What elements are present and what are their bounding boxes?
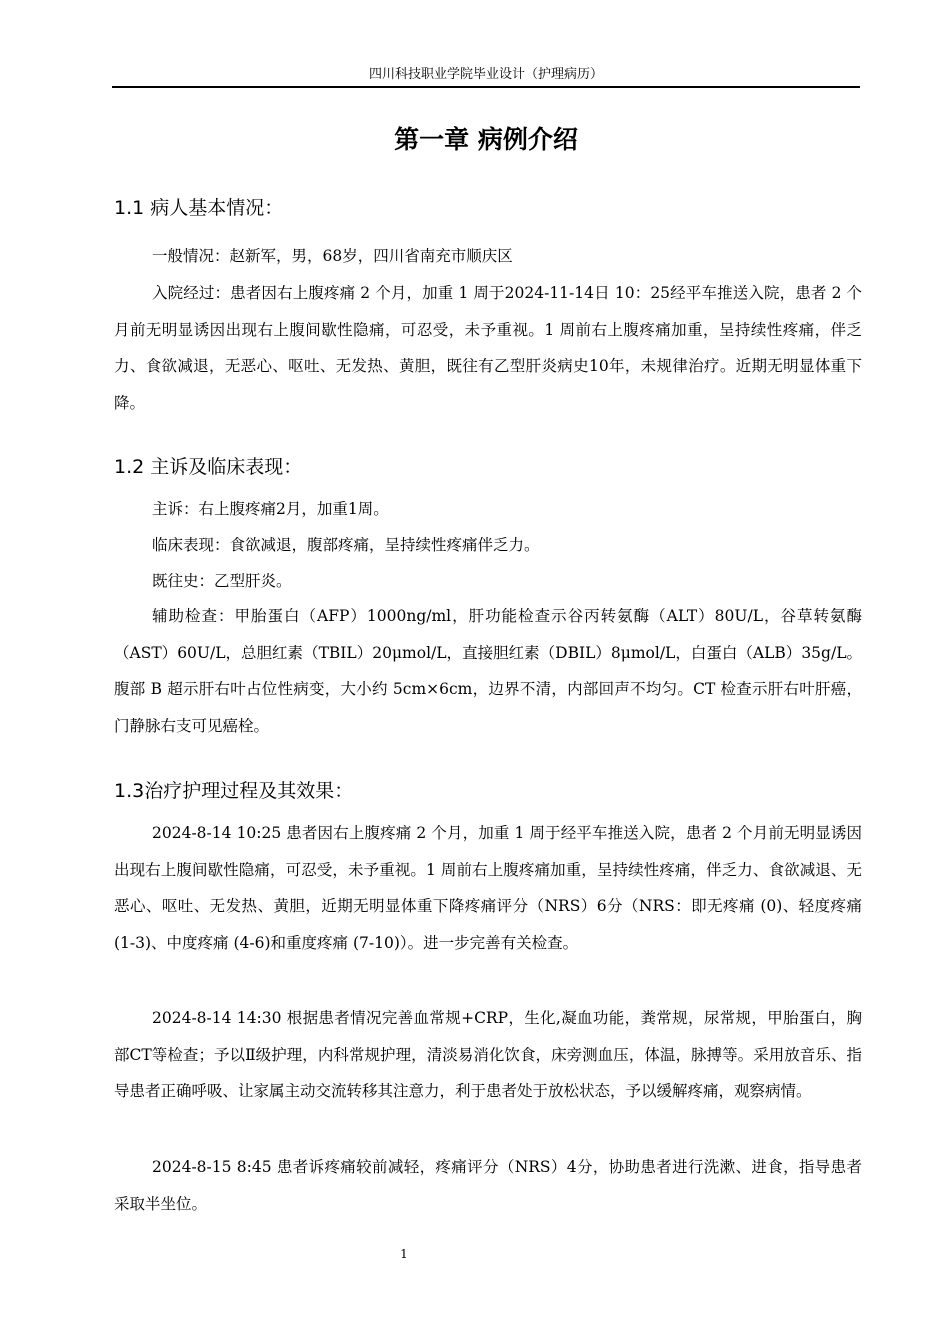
page-number: 1 <box>400 1247 408 1261</box>
chapter-title: 第一章 病例介绍 <box>394 125 578 154</box>
section-heading-1-3: 1.3治疗护理过程及其效果： <box>114 780 354 802</box>
care-record-paragraph: 2024-8-15 8:45 患者诉疼痛较前减轻，疼痛评分（NRS）4分，协助患者进行洗漱、进食，指导患者采取半坐位。 <box>114 1158 862 1213</box>
past-history-paragraph: 既往史：乙型肝炎。 <box>152 572 292 590</box>
running-header: 四川科技职业学院毕业设计（护理病历） <box>368 67 603 82</box>
section-heading-1-2: 1.2 主诉及临床表现： <box>114 456 303 478</box>
care-record-paragraph: 2024-8-14 14:30 根据患者情况完善血常规+CRP，生化,凝血功能，粪常规，尿常规，甲胎蛋白，胸部CT等检查；予以Ⅱ级护理，内科常规护理，清淡易消化饮食，床旁测血压，体温，脉搏等。采用放音乐、指导患者正确呼吸、让家属主动交流转移其注意力，利于患者处于放松状态，予以缓解疼痛，观察病情。 <box>114 1009 862 1100</box>
header-divider <box>112 86 860 88</box>
chief-complaint-paragraph: 主诉：右上腹疼痛2月，加重1周。 <box>152 500 389 518</box>
care-record-paragraph: 2024-8-14 10:25 患者因右上腹疼痛 2 个月，加重 1 周于经平车推送入院，患者 2 个月前无明显诱因出现右上腹间歇性隐痛，可忍受，未予重视。1 周前右上腹疼痛加重，呈持续性疼痛，伴乏力、食欲减退、无恶心、呕吐、无发热、黄胆，近期无明显体重下降疼痛评分（NRS）6分（NRS：即无疼痛 (0)、轻度疼痛 (1-3)、中度疼痛 (4-6)和重度疼痛 (7-10)）。进一步完善有关检查。 <box>114 824 862 952</box>
general-info-paragraph: 一般情况：赵新军，男，68岁，四川省南充市顺庆区 <box>152 247 513 265</box>
clinical-manifestation-paragraph: 临床表现：食欲减退，腹部疼痛，呈持续性疼痛伴乏力。 <box>152 536 540 554</box>
section-heading-1-1: 1.1 病人基本情况： <box>114 197 284 219</box>
auxiliary-exam-paragraph: 辅助检查：甲胎蛋白（AFP）1000ng/ml，肝功能检查示谷丙转氨酶（ALT）80U/L，谷草转氨酶（AST）60U/L，总胆红素（TBIL）20μmol/L，直接胆红素（DBIL）8μmol/L，白蛋白（ALB）35g/L。腹部 B 超示肝右叶占位性病变，大小约 5cm×6cm，边界不清，内部回声不均匀。CT 检查示肝右叶肝癌，门静脉右支可见癌栓。 <box>114 607 862 735</box>
admission-history-paragraph: 入院经过：患者因右上腹疼痛 2 个月，加重 1 周于2024-11-14日 10：25经平车推送入院，患者 2 个月前无明显诱因出现右上腹间歇性隐痛，可忍受，未予重视。1 周前右上腹疼痛加重，呈持续性疼痛，伴乏力、食欲减退，无恶心、呕吐、无发热、黄胆，既往有乙型肝炎病史10年，未规律治疗。近期无明显体重下降。 <box>114 284 862 412</box>
